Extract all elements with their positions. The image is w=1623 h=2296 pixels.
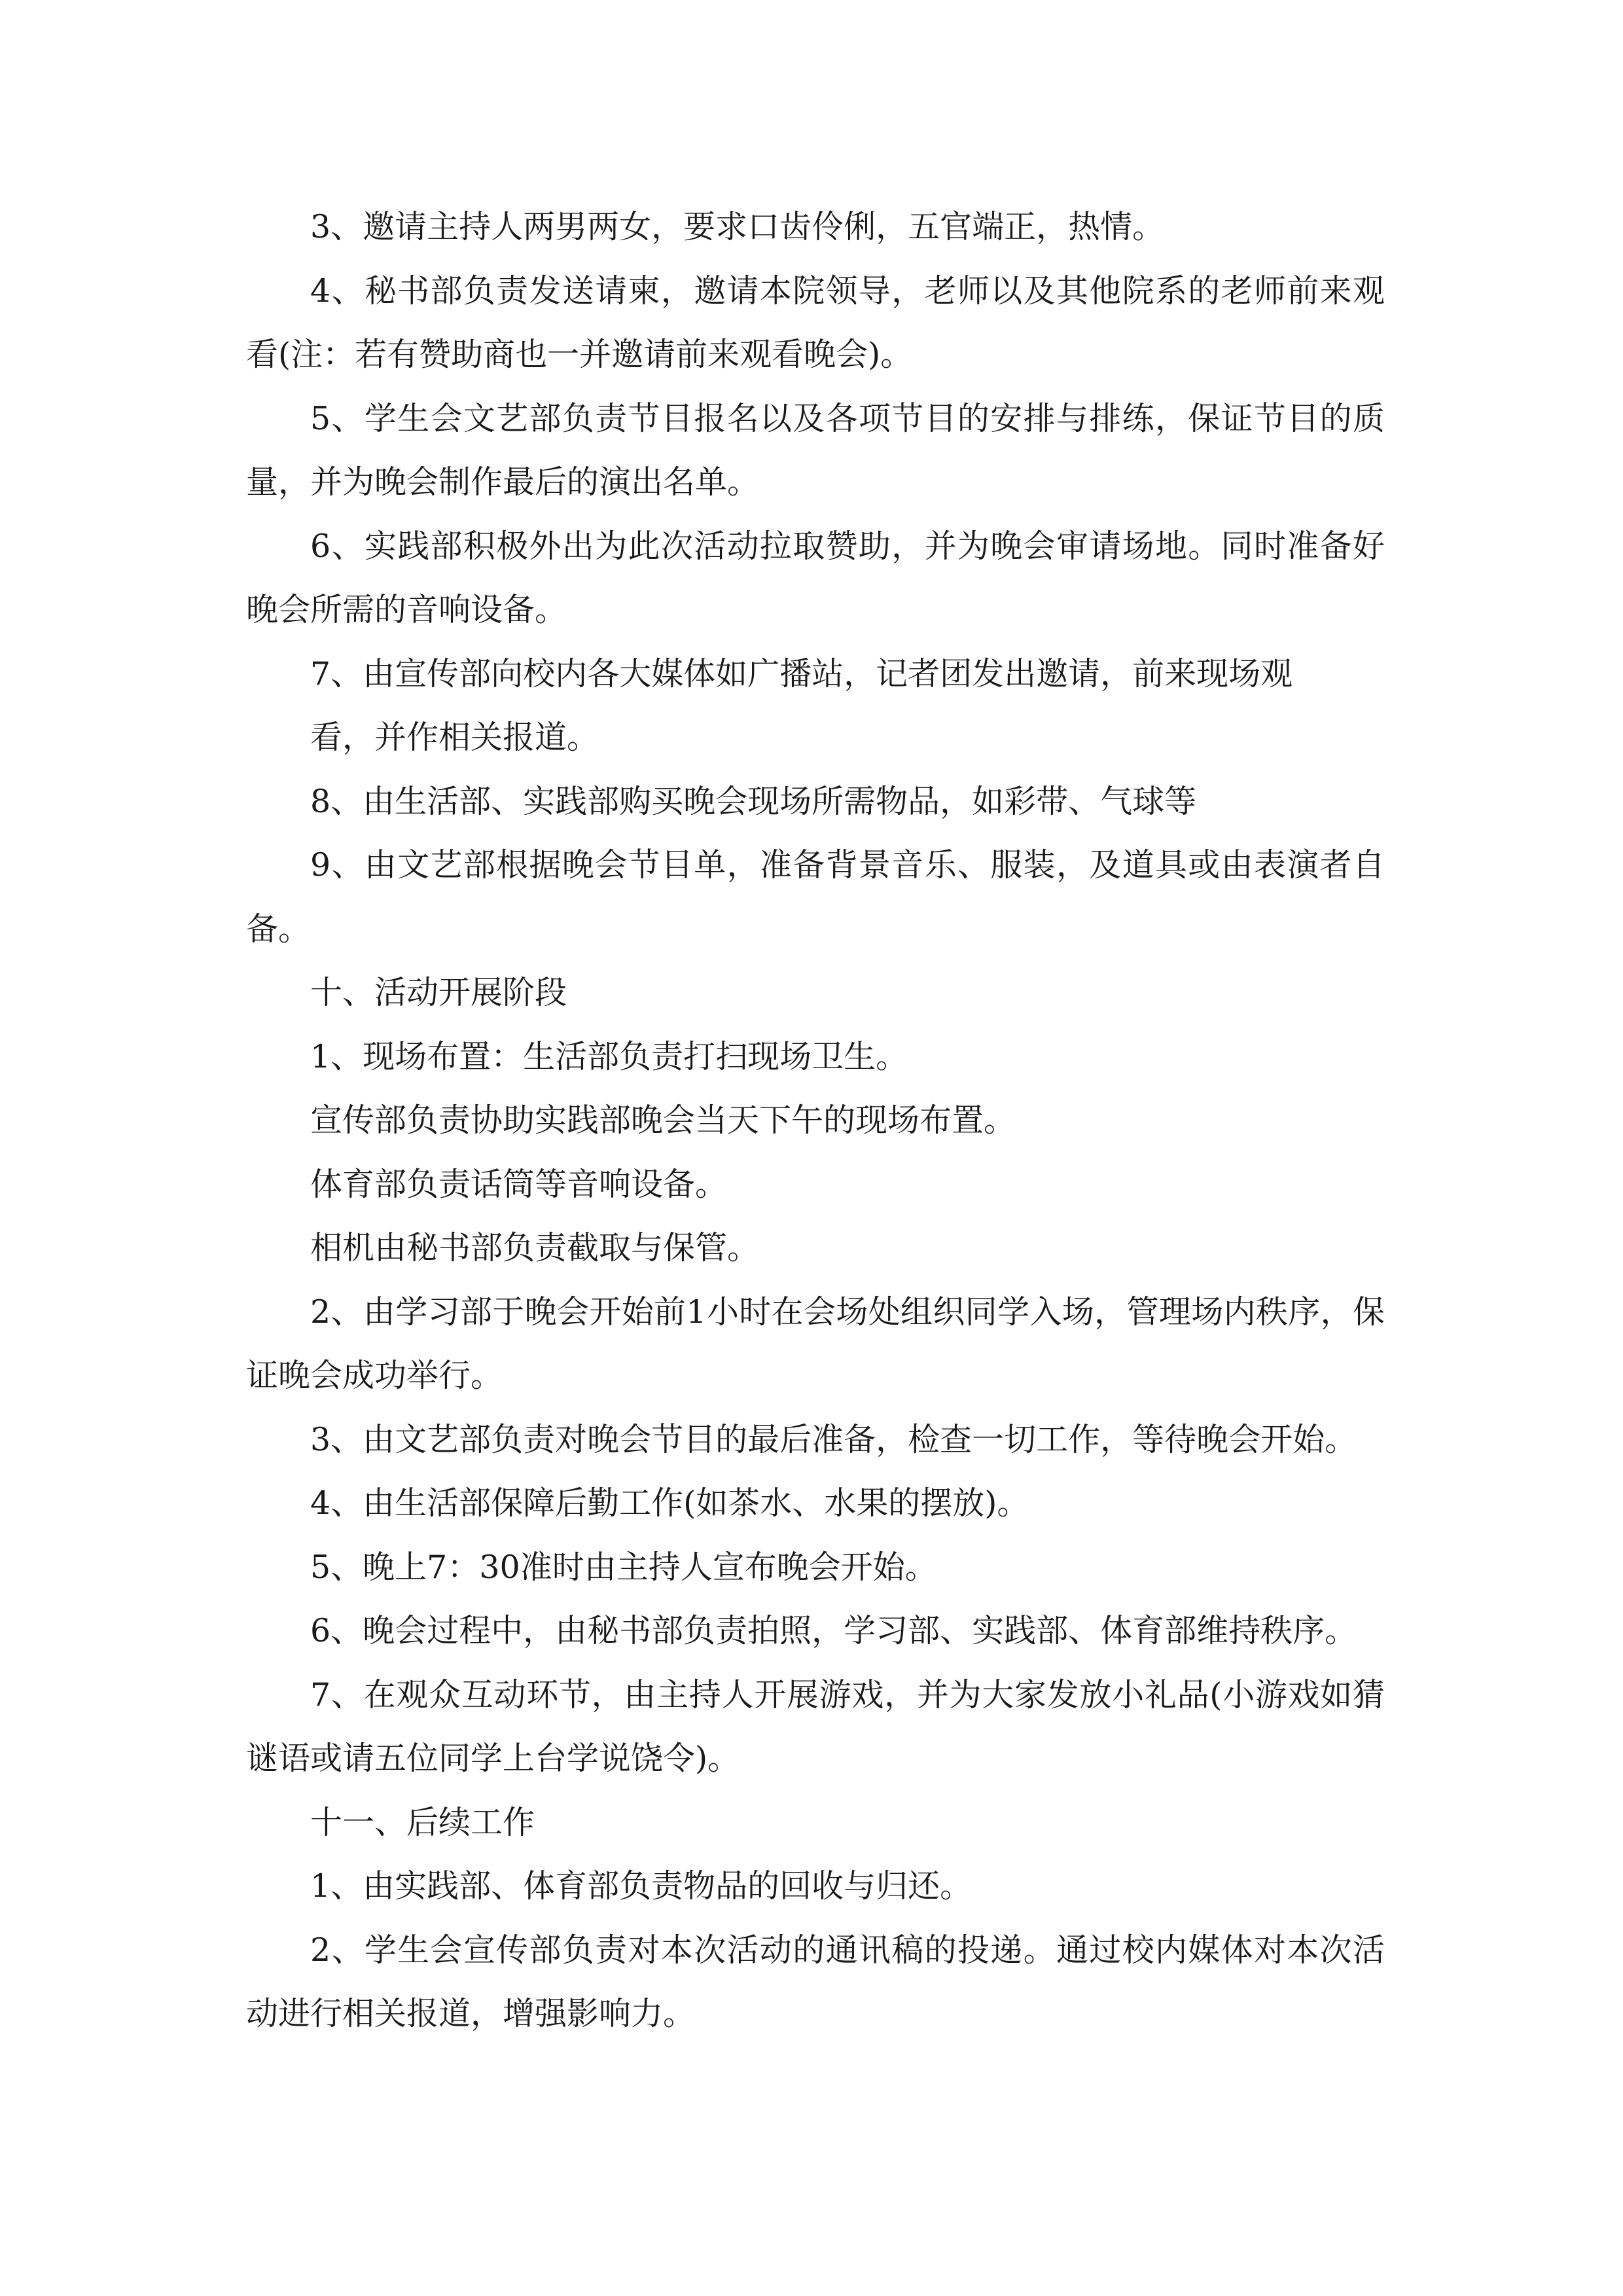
section-heading-activity-stage: 十、活动开展阶段 <box>310 974 567 1011</box>
paragraph-supplies-purchase: 8、由生活部、实践部购买晚会现场所需物品，如彩带、气球等 <box>310 782 1197 820</box>
paragraph-photography-order: 6、晚会过程中，由秘书部负责拍照，学习部、实践部、体育部维持秩序。 <box>310 1612 1357 1649</box>
paragraph-arts-props: 9、由文艺部根据晚会节目单，准备背景音乐、服装，及道具或由表演者自备。 <box>246 846 1385 948</box>
section-heading-follow-up: 十一、后续工作 <box>310 1803 535 1841</box>
paragraph-audience-interaction: 7、在观众互动环节，由主持人开展游戏，并为大家发放小礼品(小游戏如猜谜语或请五位同学上台学说饶令)。 <box>246 1676 1385 1777</box>
paragraph-arts-final-prep: 3、由文艺部负责对晚会节目的最后准备，检查一切工作，等待晚会开始。 <box>310 1420 1357 1458</box>
paragraph-press-release: 2、学生会宣传部负责对本次活动的通讯稿的投递。通过校内媒体对本次活动进行相关报道，增强影响力。 <box>246 1931 1385 2032</box>
paragraph-arts-program: 5、学生会文艺部负责节目报名以及各项节目的安排与排练，保证节目的质量，并为晚会制作最后的演出名单。 <box>246 399 1385 501</box>
paragraph-secretariat-invitations: 4、秘书部负责发送请柬，邀请本院领导，老师以及其他院系的老师前来观看(注：若有赞助商也一并邀请前来观看晚会)。 <box>246 272 1385 373</box>
paragraph-item-return: 1、由实践部、体育部负责物品的回收与归还。 <box>310 1867 972 1905</box>
paragraph-invite-hosts: 3、邀请主持人两男两女，要求口齿伶俐，五官端正，热情。 <box>310 208 1165 245</box>
paragraph-camera-custody: 相机由秘书部负责截取与保管。 <box>310 1229 760 1266</box>
paragraph-practice-sponsorship: 6、实践部积极外出为此次活动拉取赞助，并为晚会审请场地。同时准备好晚会所需的音响设备。 <box>246 527 1385 628</box>
paragraph-logistics: 4、由生活部保障后勤工作(如茶水、水果的摆放)。 <box>310 1484 1029 1522</box>
paragraph-venue-setup: 1、现场布置：生活部负责打扫现场卫生。 <box>310 1037 908 1075</box>
paragraph-publicity-media: 7、由宣传部向校内各大媒体如广播站，记者团发出邀请，前来现场观 <box>310 655 1293 692</box>
paragraph-publicity-setup: 宣传部负责协助实践部晚会当天下午的现场布置。 <box>310 1102 1016 1139</box>
paragraph-publicity-report: 看，并作相关报道。 <box>310 719 599 756</box>
paragraph-study-entry: 2、由学习部于晚会开始前1小时在会场处组织同学入场，管理场内秩序，保证晚会成功举行。 <box>246 1293 1385 1394</box>
paragraph-sports-audio: 体育部负责话筒等音响设备。 <box>310 1165 728 1203</box>
paragraph-start-time: 5、晚上7：30准时由主持人宣布晚会开始。 <box>310 1548 937 1586</box>
document-body <box>246 195 1385 2046</box>
